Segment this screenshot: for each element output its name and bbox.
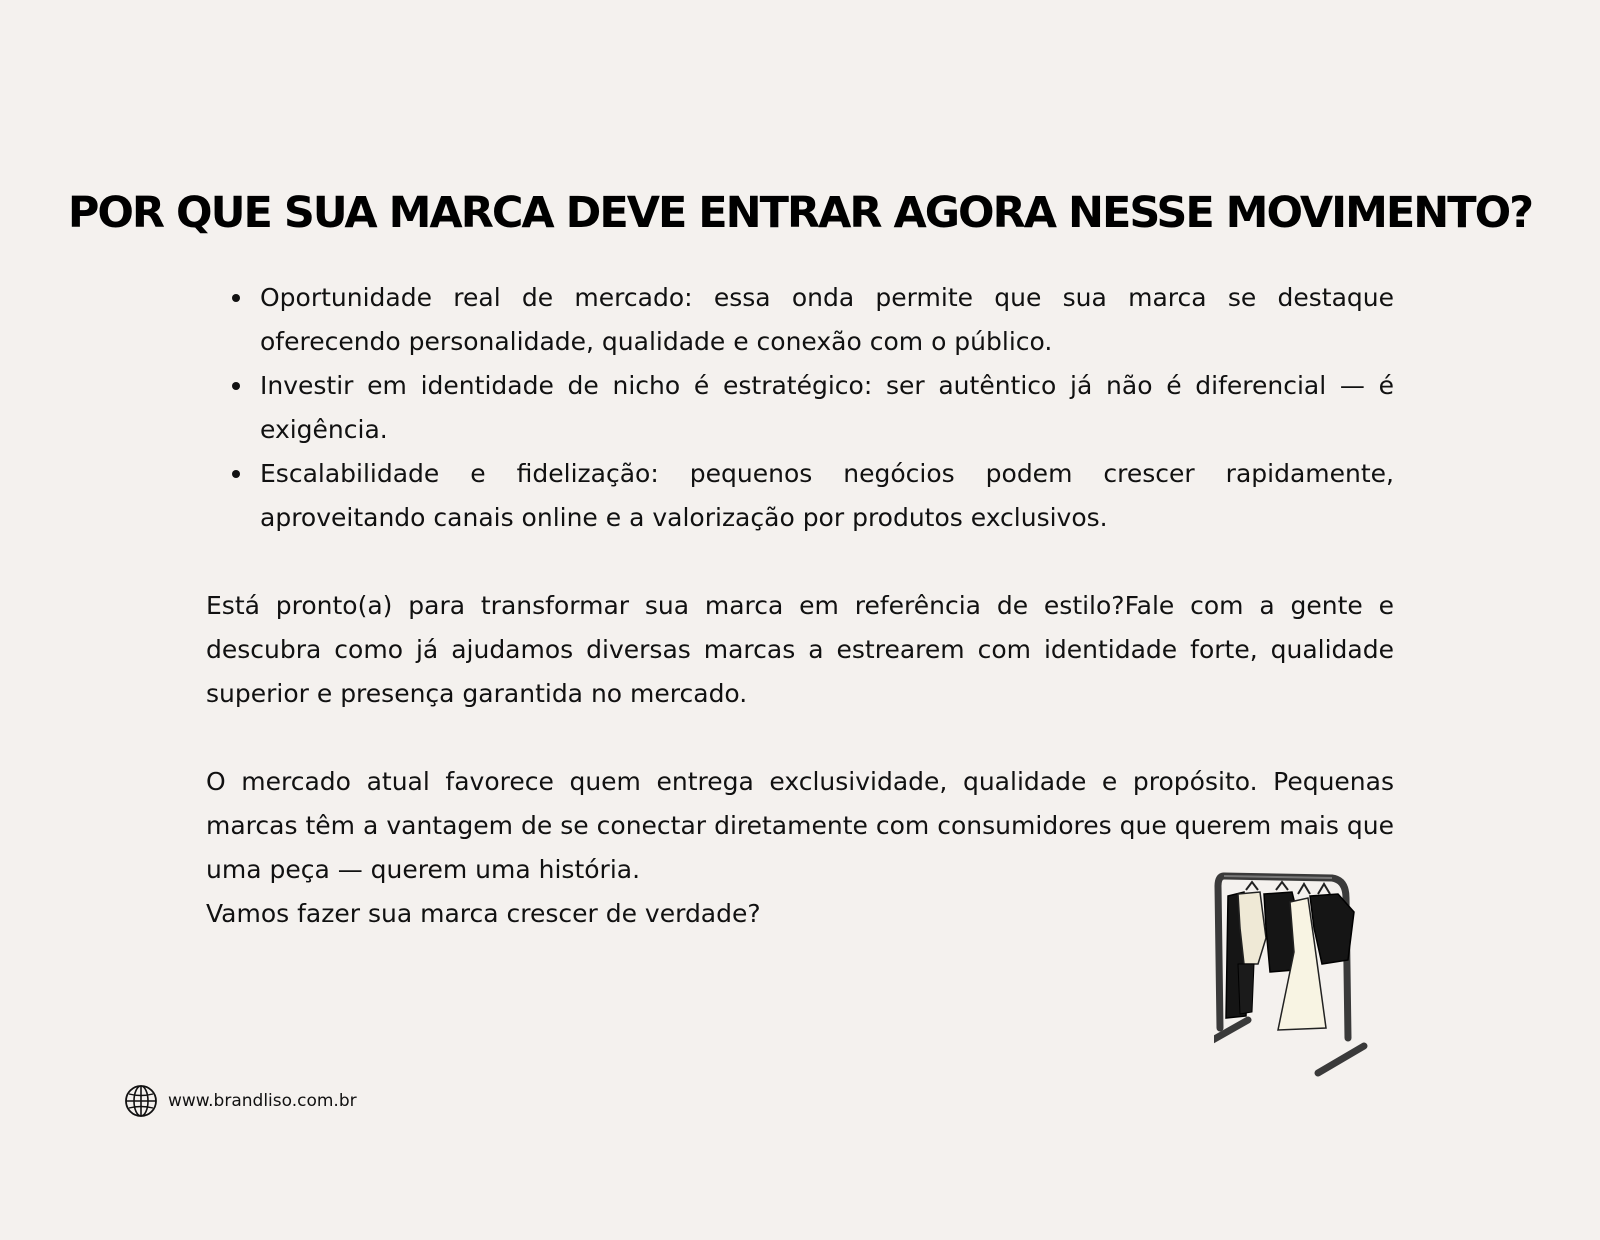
bullet-dot: [232, 382, 240, 390]
list-item-text: Investir em identidade de nicho é estratégico: ser autêntico já não é diferencial — é exigência.: [260, 371, 1394, 444]
main-content: [206, 276, 1394, 936]
list-item: [260, 452, 1394, 540]
list-item-text: Escalabilidade e fidelização: pequenos negócios podem crescer rapidamente, aproveitando canais online e a valorização por produtos exclusivos.: [260, 459, 1394, 532]
clothing-rack-illustration: [1214, 868, 1394, 1088]
list-item: [260, 364, 1394, 452]
benefits-list: [206, 276, 1394, 540]
cta-paragraph: Está pronto(a) para transformar sua marca em referência de estilo?Fale com a gente e descubra como já ajudamos diversas marcas a estrearem com identidade forte, qualidade superior e presença garantida no mercado.: [206, 591, 1394, 708]
globe-icon: [124, 1084, 158, 1118]
list-item: [260, 276, 1394, 364]
bullet-dot: [232, 470, 240, 478]
bullet-dot: [232, 294, 240, 302]
list-item-text: Oportunidade real de mercado: essa onda permite que sua marca se destaque oferecendo personalidade, qualidade e conexão com o público.: [260, 283, 1394, 356]
page-title: POR QUE SUA MARCA DEVE ENTRAR AGORA NESSE MOVIMENTO?: [67, 188, 1533, 238]
website-link[interactable]: www.brandliso.com.br: [168, 1091, 357, 1111]
footer: [124, 1084, 357, 1118]
closing-question: Vamos fazer sua marca crescer de verdade?: [206, 899, 761, 928]
market-text: O mercado atual favorece quem entrega exclusividade, qualidade e propósito. Pequenas marcas têm a vantagem de se conectar diretamente com consumidores que querem mais que uma peça — querem uma história.: [206, 767, 1394, 884]
